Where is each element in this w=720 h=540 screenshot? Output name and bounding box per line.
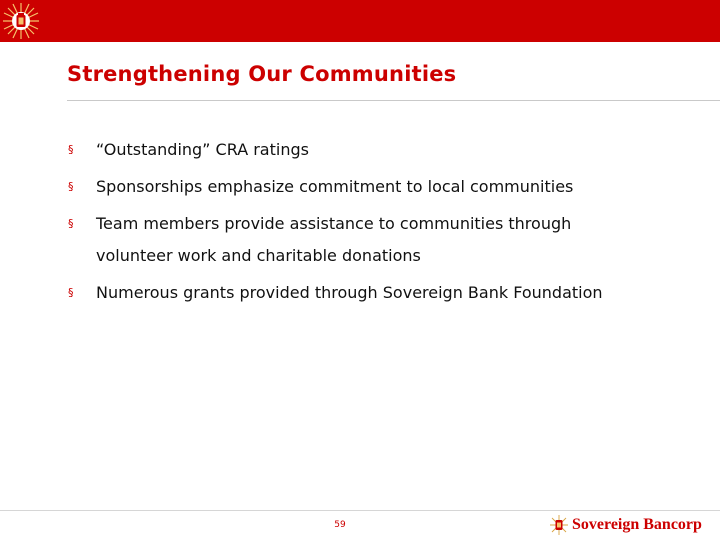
bullet-line: Sponsorships emphasize commitment to local communities (96, 177, 574, 196)
footer-divider (0, 510, 720, 511)
header-bar (0, 0, 720, 42)
bullet-text (96, 277, 706, 309)
bullet-text (96, 208, 706, 272)
lantern-emblem-icon (550, 515, 568, 535)
bullet-marker: § (68, 286, 74, 299)
title-divider (67, 100, 720, 101)
bullet-marker: § (68, 143, 74, 156)
bullet-marker: § (68, 180, 74, 193)
brand-logo (550, 514, 702, 536)
bullet-text (96, 134, 706, 166)
sunburst-emblem-icon (2, 2, 40, 40)
bullet-line: Numerous grants provided through Sovereign Bank Foundation (96, 283, 603, 302)
brand-name: Sovereign Bancorp (572, 516, 702, 533)
page-number: 59 (334, 520, 346, 530)
bullet-text (96, 171, 706, 203)
bullet-marker: § (68, 217, 74, 230)
bullet-line: Team members provide assistance to communities through (96, 214, 572, 233)
bullet-line: volunteer work and charitable donations (96, 246, 421, 265)
slide-title: Strengthening Our Communities (67, 62, 457, 86)
bullet-line: “Outstanding” CRA ratings (96, 140, 309, 159)
